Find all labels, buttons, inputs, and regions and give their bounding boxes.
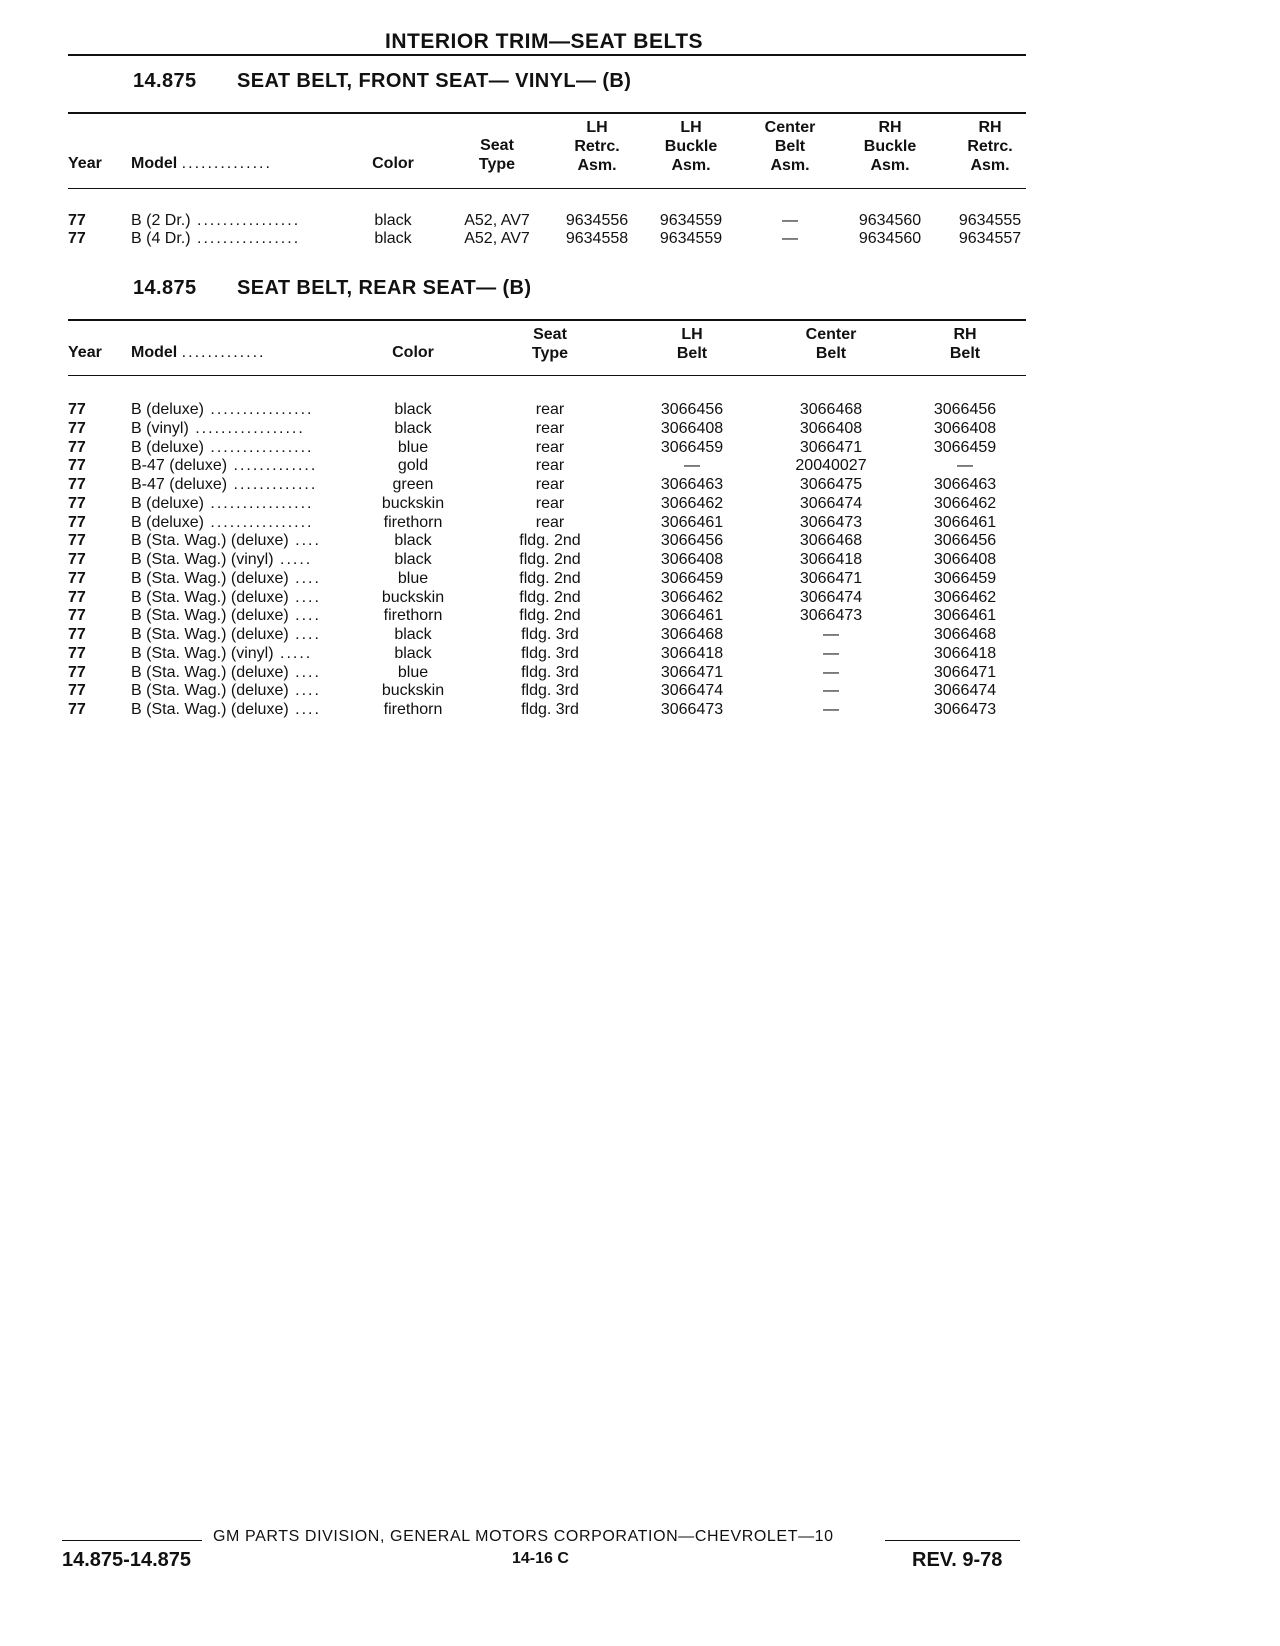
- rear-col-seat-type: Seat Type: [531, 326, 569, 362]
- table-row: [0, 644, 1280, 663]
- year-cell: 77: [68, 457, 86, 475]
- color-cell: buckskin: [381, 494, 445, 512]
- center-belt-cell: 3066471: [799, 569, 863, 587]
- seat-type-cell: rear: [535, 513, 565, 531]
- seat-type-cell: rear: [535, 494, 565, 512]
- center-belt-cell: —: [782, 212, 798, 229]
- center-belt-cell: 3066418: [799, 551, 863, 568]
- color-cell: black: [394, 532, 432, 550]
- model-cell: B (Sta. Wag.) (deluxe) ....: [131, 701, 321, 718]
- seat-type-cell: fldg. 2nd: [519, 607, 581, 625]
- lh-belt-cell: 3066459: [660, 438, 724, 456]
- center-belt-cell: —: [823, 663, 839, 681]
- front-col-color: Color: [372, 155, 414, 172]
- front-col-rh-buckle: RH Buckle Asm.: [863, 119, 917, 174]
- center-belt-cell: 3066408: [799, 419, 863, 437]
- page-header-title: INTERIOR TRIM—SEAT BELTS: [385, 30, 704, 53]
- model-cell: B (4 Dr.) ................: [131, 230, 301, 247]
- center-belt-cell: 20040027: [795, 457, 867, 475]
- model-cell: B (Sta. Wag.) (deluxe) ....: [131, 588, 321, 606]
- year-cell: 77: [68, 401, 86, 418]
- center-belt-cell: 3066468: [799, 401, 863, 418]
- lh-belt-cell: 3066408: [660, 551, 724, 568]
- center-belt-cell: —: [823, 644, 839, 662]
- table-row: [0, 419, 1280, 438]
- seat-type-cell: A52, AV7: [464, 230, 530, 247]
- lh-belt-cell: —: [684, 457, 700, 475]
- rh-belt-cell: 3066408: [933, 419, 997, 437]
- model-cell: B (Sta. Wag.) (deluxe) ....: [131, 663, 321, 681]
- table-row: [0, 550, 1280, 569]
- lh-belt-cell: 3066462: [660, 494, 724, 512]
- table-row: [0, 400, 1280, 419]
- lh-belt-cell: 3066418: [660, 644, 724, 662]
- year-cell: 77: [68, 607, 86, 625]
- lh-belt-cell: 3066461: [660, 607, 724, 625]
- year-cell: 77: [68, 532, 86, 550]
- front-col-center-belt: Center Belt Asm.: [764, 119, 816, 174]
- center-belt-cell: 3066475: [799, 476, 863, 493]
- table-row: [0, 663, 1280, 682]
- footer-rule-right: [885, 1540, 1020, 1541]
- footer-rule-left: [62, 1540, 202, 1541]
- color-cell: firethorn: [383, 607, 443, 625]
- lh-buckle-cell: 9634559: [659, 230, 723, 247]
- seat-type-cell: fldg. 3rd: [521, 626, 579, 643]
- rear-section-title: SEAT BELT, REAR SEAT— (B): [237, 277, 532, 299]
- model-cell: B (deluxe) ................: [131, 401, 314, 418]
- model-cell: B (Sta. Wag.) (vinyl) .....: [131, 551, 313, 568]
- center-belt-cell: 3066473: [799, 513, 863, 531]
- seat-type-cell: rear: [535, 457, 565, 475]
- center-belt-cell: 3066474: [799, 588, 863, 606]
- rh-belt-cell: 3066468: [933, 626, 997, 643]
- lh-belt-cell: 3066461: [660, 513, 724, 531]
- model-cell: B (2 Dr.) ................: [131, 212, 301, 229]
- front-col-rh-retrc: RH Retrc. Asm.: [967, 119, 1013, 174]
- color-cell: green: [392, 476, 434, 493]
- table-row: [0, 531, 1280, 550]
- header-rule: [68, 54, 1026, 56]
- model-cell: B (Sta. Wag.) (deluxe) ....: [131, 682, 321, 700]
- model-cell: B (Sta. Wag.) (vinyl) .....: [131, 644, 313, 662]
- rear-col-year: Year: [68, 344, 102, 361]
- table-row: [0, 494, 1280, 513]
- rh-belt-cell: 3066473: [933, 701, 997, 718]
- rear-table-top-rule: [68, 319, 1026, 321]
- lh-belt-cell: 3066456: [660, 532, 724, 550]
- year-cell: 77: [68, 438, 86, 456]
- rh-retrc-cell: 9634555: [958, 212, 1022, 229]
- year-cell: 77: [68, 551, 86, 568]
- table-row: [0, 700, 1280, 719]
- color-cell: black: [394, 419, 432, 437]
- year-cell: 77: [68, 494, 86, 512]
- lh-belt-cell: 3066468: [660, 626, 724, 643]
- footer-publisher: GM PARTS DIVISION, GENERAL MOTORS CORPORATION—CHEVROLET—10: [213, 1528, 834, 1545]
- center-belt-cell: —: [823, 626, 839, 643]
- seat-type-cell: rear: [535, 476, 565, 493]
- color-cell: black: [394, 401, 432, 418]
- seat-type-cell: fldg. 3rd: [521, 663, 579, 681]
- front-table-top-rule: [68, 112, 1026, 114]
- center-belt-cell: —: [823, 682, 839, 700]
- model-cell: B (deluxe) ................: [131, 513, 314, 531]
- seat-type-cell: fldg. 3rd: [521, 701, 579, 718]
- lh-belt-cell: 3066463: [660, 476, 724, 493]
- year-cell: 77: [68, 419, 86, 437]
- year-cell: 77: [68, 569, 86, 587]
- lh-buckle-cell: 9634559: [659, 212, 723, 229]
- seat-type-cell: A52, AV7: [464, 212, 530, 229]
- model-cell: B (Sta. Wag.) (deluxe) ....: [131, 626, 321, 643]
- lh-retrc-cell: 9634556: [565, 212, 629, 229]
- rh-buckle-cell: 9634560: [858, 230, 922, 247]
- rh-belt-cell: 3066462: [933, 494, 997, 512]
- color-cell: blue: [397, 438, 429, 456]
- rh-belt-cell: 3066462: [933, 588, 997, 606]
- rh-belt-cell: 3066471: [933, 663, 997, 681]
- table-row: [0, 211, 1280, 230]
- rear-col-rh-belt: RH Belt: [949, 326, 981, 362]
- table-row: [0, 606, 1280, 625]
- center-belt-cell: 3066471: [799, 438, 863, 456]
- front-section-heading: [133, 70, 631, 93]
- rear-col-center-belt: Center Belt: [805, 326, 857, 362]
- model-cell: B (vinyl) .................: [131, 419, 305, 437]
- table-row: [0, 438, 1280, 457]
- rear-col-lh-belt: LH Belt: [676, 326, 708, 362]
- color-cell: black: [374, 230, 412, 247]
- color-cell: black: [374, 212, 412, 229]
- color-cell: firethorn: [383, 513, 443, 531]
- table-row: [0, 681, 1280, 700]
- model-cell: B (Sta. Wag.) (deluxe) ....: [131, 607, 321, 625]
- year-cell: 77: [68, 626, 86, 643]
- color-cell: blue: [397, 569, 429, 587]
- center-belt-cell: 3066473: [799, 607, 863, 625]
- year-cell: 77: [68, 513, 86, 531]
- model-cell: B (deluxe) ................: [131, 494, 314, 512]
- table-row: [0, 569, 1280, 588]
- center-belt-cell: 3066474: [799, 494, 863, 512]
- rear-section-number: 14.875: [133, 277, 197, 299]
- rh-buckle-cell: 9634560: [858, 212, 922, 229]
- center-belt-cell: —: [782, 230, 798, 247]
- rear-table-header-rule: [68, 375, 1026, 376]
- seat-type-cell: rear: [535, 438, 565, 456]
- model-cell: B (Sta. Wag.) (deluxe) ....: [131, 569, 321, 587]
- rear-col-color: Color: [392, 344, 434, 361]
- front-col-year: Year: [68, 155, 102, 172]
- front-table-header-rule: [68, 188, 1026, 189]
- table-row: [0, 588, 1280, 607]
- lh-belt-cell: 3066473: [660, 701, 724, 718]
- front-col-model: Model ..............: [131, 155, 272, 172]
- seat-type-cell: fldg. 2nd: [519, 551, 581, 568]
- table-row: [0, 513, 1280, 532]
- rh-belt-cell: —: [957, 457, 973, 475]
- lh-belt-cell: 3066408: [660, 419, 724, 437]
- rh-retrc-cell: 9634557: [958, 230, 1022, 247]
- model-cell: B-47 (deluxe) .............: [131, 457, 318, 475]
- front-col-seat-type: Seat Type: [478, 137, 516, 173]
- table-row: [0, 456, 1280, 475]
- center-belt-cell: —: [823, 701, 839, 718]
- rh-belt-cell: 3066461: [933, 513, 997, 531]
- rh-belt-cell: 3066459: [933, 438, 997, 456]
- lh-belt-cell: 3066471: [660, 663, 724, 681]
- lh-retrc-cell: 9634558: [565, 230, 629, 247]
- center-belt-cell: 3066468: [799, 532, 863, 550]
- rear-section-heading: [133, 277, 531, 300]
- rh-belt-cell: 3066418: [933, 644, 997, 662]
- front-col-lh-buckle: LH Buckle Asm.: [664, 119, 718, 174]
- seat-type-cell: fldg. 2nd: [519, 532, 581, 550]
- lh-belt-cell: 3066474: [660, 682, 724, 700]
- footer-range: 14.875-14.875: [62, 1549, 192, 1571]
- lh-belt-cell: 3066462: [660, 588, 724, 606]
- year-cell: 77: [68, 230, 86, 247]
- year-cell: 77: [68, 701, 86, 718]
- model-cell: B (deluxe) ................: [131, 438, 314, 456]
- table-row: [0, 625, 1280, 644]
- year-cell: 77: [68, 644, 86, 662]
- year-cell: 77: [68, 476, 86, 493]
- table-row: [0, 475, 1280, 494]
- color-cell: black: [394, 644, 432, 662]
- front-col-lh-retrc: LH Retrc. Asm.: [574, 119, 620, 174]
- rh-belt-cell: 3066474: [933, 682, 997, 700]
- year-cell: 77: [68, 682, 86, 700]
- footer-page-number: 14-16 C: [512, 1550, 569, 1567]
- color-cell: black: [394, 626, 432, 643]
- color-cell: gold: [397, 457, 429, 475]
- model-cell: B-47 (deluxe) .............: [131, 476, 318, 493]
- rh-belt-cell: 3066461: [933, 607, 997, 625]
- rh-belt-cell: 3066408: [933, 551, 997, 568]
- seat-type-cell: fldg. 3rd: [521, 682, 579, 700]
- year-cell: 77: [68, 588, 86, 606]
- color-cell: firethorn: [383, 701, 443, 718]
- year-cell: 77: [68, 663, 86, 681]
- rh-belt-cell: 3066463: [933, 476, 997, 493]
- rear-col-model: Model .............: [131, 344, 266, 361]
- rh-belt-cell: 3066459: [933, 569, 997, 587]
- front-section-number: 14.875: [133, 70, 197, 92]
- rh-belt-cell: 3066456: [933, 532, 997, 550]
- rh-belt-cell: 3066456: [933, 401, 997, 418]
- footer-revision: REV. 9-78: [912, 1549, 1003, 1571]
- seat-type-cell: fldg. 2nd: [519, 569, 581, 587]
- lh-belt-cell: 3066459: [660, 569, 724, 587]
- front-section-title: SEAT BELT, FRONT SEAT— VINYL— (B): [237, 70, 632, 92]
- color-cell: buckskin: [381, 588, 445, 606]
- model-cell: B (Sta. Wag.) (deluxe) ....: [131, 532, 321, 550]
- seat-type-cell: rear: [535, 419, 565, 437]
- color-cell: black: [394, 551, 432, 568]
- color-cell: blue: [397, 663, 429, 681]
- table-row: [0, 229, 1280, 248]
- year-cell: 77: [68, 212, 86, 229]
- seat-type-cell: rear: [535, 401, 565, 418]
- lh-belt-cell: 3066456: [660, 401, 724, 418]
- seat-type-cell: fldg. 2nd: [519, 588, 581, 606]
- color-cell: buckskin: [381, 682, 445, 700]
- seat-type-cell: fldg. 3rd: [521, 644, 579, 662]
